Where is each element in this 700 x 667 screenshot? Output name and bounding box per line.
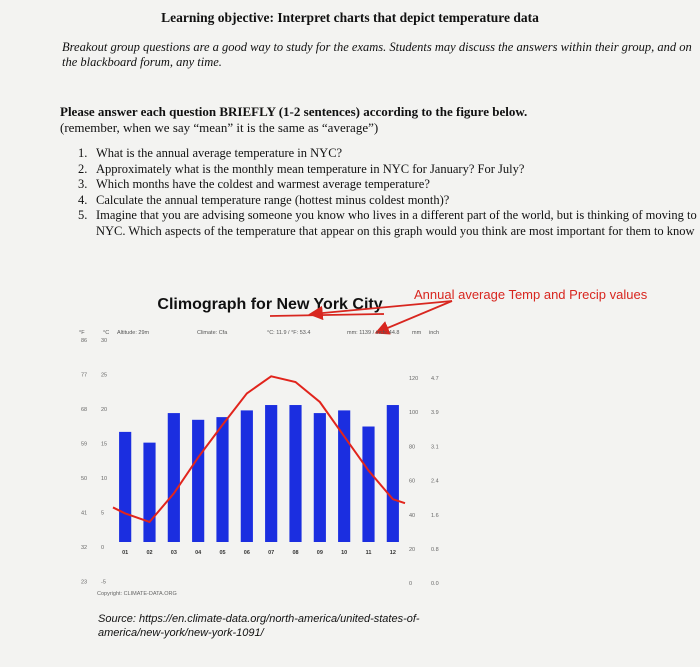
precip-bar — [289, 405, 301, 542]
climate-label: Climate: Cfa — [197, 330, 228, 336]
temp-line — [113, 376, 405, 522]
annotation-label: Annual average Temp and Precip values — [414, 287, 648, 302]
chart-header — [79, 330, 439, 336]
question-item — [78, 177, 698, 193]
question-number: 3. — [78, 177, 88, 191]
question-item — [78, 208, 698, 239]
instructions-subtext: (remember, when we say “mean” it is the same as “average”) — [60, 120, 379, 135]
temp-point — [295, 381, 297, 383]
tick-label-mm: 60 — [409, 478, 416, 485]
month-label: 02 — [146, 550, 153, 556]
precip-bar — [241, 410, 253, 542]
tick-label-c: 10 — [101, 476, 108, 482]
underline-stroke — [270, 314, 384, 316]
unit-f-label: °F — [79, 330, 85, 336]
month-label: 11 — [365, 550, 372, 556]
question-list — [78, 146, 698, 239]
tick-label-c: -5 — [101, 579, 106, 586]
question-text: Which months have the coldest and warmest average temperature? — [96, 177, 430, 191]
precip-bars — [119, 405, 399, 542]
temp-point — [246, 393, 248, 395]
tick-label-f: 68 — [81, 407, 88, 413]
temp-point — [124, 513, 126, 515]
precip-bar — [314, 413, 326, 542]
month-label: 06 — [243, 550, 250, 556]
altitude-label: Altitude: 29m — [117, 330, 150, 336]
tick-label-c: 15 — [101, 441, 108, 448]
tick-label-f: 50 — [81, 476, 88, 482]
month-label: 08 — [292, 550, 299, 556]
precip-bar — [265, 405, 277, 542]
instructions-heading: Please answer each question BRIEFLY (1-2 sentences) according to the figure below. — [60, 104, 528, 119]
copyright-label: Copyright: CLIMATE-DATA.ORG — [97, 591, 177, 597]
question-text: Approximately what is the monthly mean temperature in NYC for January? For July? — [96, 161, 525, 176]
tick-label-mm: 20 — [409, 547, 416, 553]
tick-label-inch: 3.9 — [431, 410, 439, 417]
temp-point — [343, 435, 345, 437]
question-number: 1. — [78, 146, 88, 160]
page-title: Learning objective: Interpret charts that depict temperature data — [161, 10, 539, 25]
precip-bar — [387, 405, 399, 542]
temp-point — [319, 401, 321, 403]
precip-bar — [143, 443, 155, 542]
temp-point — [270, 375, 272, 377]
tick-label-f: 77 — [81, 372, 88, 379]
temp-point — [197, 457, 199, 459]
tick-label-inch: 0.8 — [431, 547, 439, 553]
tick-label-c: 30 — [101, 338, 108, 344]
question-text: Calculate the annual temperature range (hottest minus coldest month)? — [96, 192, 450, 207]
chart-axes — [81, 338, 439, 587]
intro-text: Breakout group questions are a good way to study for the exams. Students may discuss the answers within their group, and on the blackboard forum, any time. — [62, 40, 692, 69]
temp-line-group — [113, 375, 405, 522]
tick-label-f: 86 — [81, 338, 88, 344]
month-label: 01 — [122, 550, 129, 556]
precip-bar — [362, 427, 374, 542]
question-number: 5. — [78, 208, 88, 222]
month-label: 04 — [195, 550, 202, 556]
unit-inch-label: inch — [429, 330, 440, 336]
chart-title: Climograph for New York City — [157, 296, 383, 313]
question-text: What is the annual average temperature in NYC? — [96, 146, 343, 160]
tick-label-inch: 3.1 — [431, 444, 439, 451]
climograph-chart — [75, 320, 465, 605]
temp-point — [173, 493, 175, 495]
precip-bar — [119, 432, 131, 542]
unit-mm-label: mm — [412, 330, 422, 336]
tick-label-mm: 80 — [409, 444, 416, 451]
month-label: 12 — [389, 550, 396, 556]
month-label: 07 — [268, 550, 275, 556]
month-label: 03 — [170, 550, 177, 556]
tick-label-f: 41 — [81, 510, 88, 517]
question-number: 4. — [78, 192, 88, 207]
tick-label-mm: 100 — [409, 410, 419, 417]
month-label: 09 — [316, 550, 323, 556]
temp-point — [392, 498, 394, 500]
tick-label-inch: 4.7 — [431, 376, 439, 382]
tick-label-c: 5 — [101, 510, 105, 517]
temp-point — [368, 470, 370, 472]
month-label: 10 — [341, 550, 348, 556]
source-text: Source: https://en.climate-data.org/north-america/united-states-of-america/new-york/new-york-1091/ — [98, 613, 420, 639]
tick-label-c: 0 — [101, 545, 105, 551]
precip-bar — [216, 417, 228, 542]
precip-summary-label: mm: 1139 / inch: 44.8 — [347, 330, 400, 336]
tick-label-inch: 1.6 — [431, 512, 439, 519]
tick-label-f: 23 — [81, 579, 88, 586]
question-text: Imagine that you are advising someone you know who lives in a different part of the world, but is thinking of moving to NYC. Which aspects of the temperature that appear on this graph would you think are most important for them to know — [96, 208, 697, 238]
tick-label-c: 20 — [101, 407, 108, 413]
tick-label-f: 32 — [81, 545, 88, 551]
question-item — [78, 162, 698, 178]
temp-point — [149, 521, 151, 523]
tick-label-inch: 2.4 — [431, 478, 439, 485]
question-item — [78, 193, 698, 209]
precip-bar — [192, 420, 204, 542]
tick-label-f: 59 — [81, 441, 88, 448]
tick-label-mm: 0 — [409, 581, 413, 588]
temp-summary-label: °C: 11.9 / °F: 53.4 — [267, 330, 311, 336]
tick-label-mm: 40 — [409, 512, 416, 519]
precip-bar — [168, 413, 180, 542]
tick-label-inch: 0.0 — [431, 581, 439, 588]
tick-label-mm: 120 — [409, 376, 419, 382]
question-item — [78, 146, 698, 162]
unit-c-label: °C — [103, 330, 110, 336]
temp-point — [222, 424, 224, 426]
question-number: 2. — [78, 161, 88, 176]
month-labels — [122, 550, 396, 556]
month-label: 05 — [219, 550, 226, 556]
tick-label-c: 25 — [101, 372, 108, 379]
